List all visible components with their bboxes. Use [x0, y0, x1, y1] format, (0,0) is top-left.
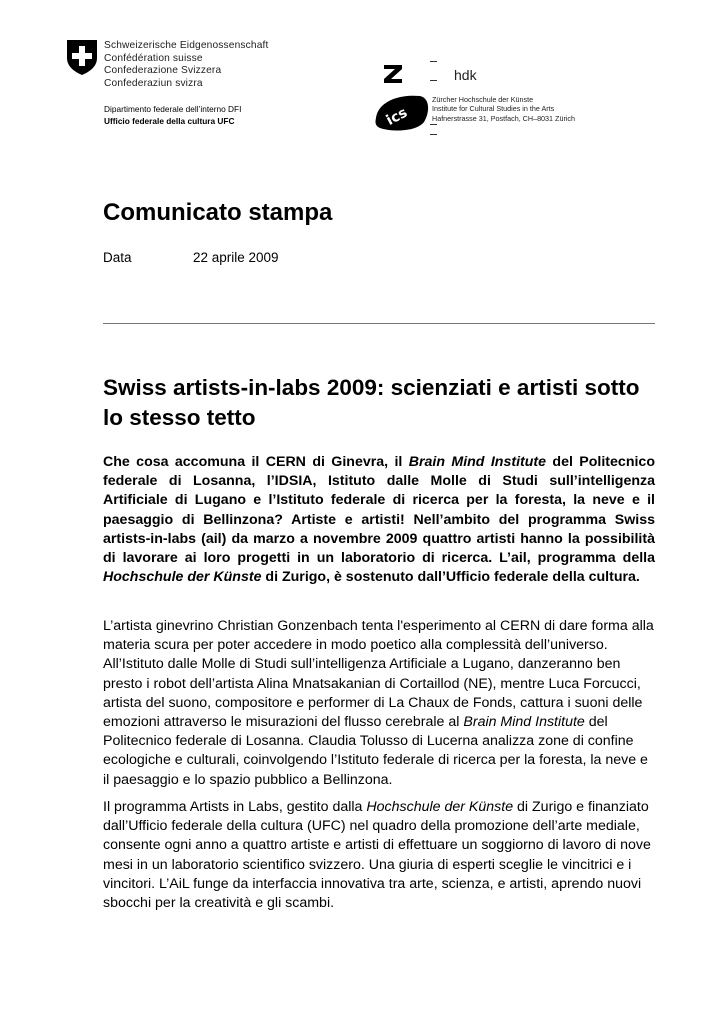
body-paragraph-1 — [103, 617, 655, 790]
paragraph-run: del Politecnico federale di Losanna. Claudia Tolusso di Lucerna analizza zone di confine ecologiche e culturali, coinvolgendo l’Istituto federale di ricerca per la foresta, la neve e il paesaggio e lo spazio pubblico a Bellinzona. — [103, 714, 648, 788]
federal-name-it: Confederazione Svizzera — [104, 65, 222, 77]
date-value: 22 aprile 2009 — [193, 250, 279, 265]
lead-run: di Zurigo, è sostenuto dall’Ufficio federale della cultura. — [261, 569, 640, 586]
paragraph-run: di Zurigo e finanziato dall’Ufficio federale della cultura (UFC) nel quadro della promozione dell’arte mediale, consente ogni anno a quattro artiste e artisti di effettuare un soggiorno di lavoro di nove mesi in un laboratorio scientifico svizzero. Una giuria di esperti sceglie le vincitrici e i vincitori. L’AiL funge da interfaccia innovativa tra arte, scienza, e artisti, aprendo nuovi sbocchi per la creatività e gli scambi. — [103, 799, 651, 912]
federal-name-de: Schweizerische Eidgenossenschaft — [104, 40, 269, 51]
divider — [103, 323, 655, 324]
zhdk-z-icon — [382, 62, 404, 84]
paragraph-run: Il programma Artists in Labs, gestito dalla — [103, 799, 367, 815]
federal-name-rm: Confederaziun svizra — [104, 77, 203, 89]
swiss-cross-shield-icon — [64, 38, 100, 76]
paragraph-run-italic: Brain Mind Institute — [463, 714, 585, 731]
federal-names — [104, 40, 269, 90]
page-title: Comunicato stampa — [103, 199, 333, 226]
zhdk-street: Hafnerstrasse 31, Postfach, CH–8031 Zürich — [432, 113, 576, 123]
federal-name-fr: Confédération suisse — [104, 52, 203, 64]
paragraph-run: L’artista ginevrino Christian Gonzenbach tenta l'esperimento al CERN di dare forma alla materia scura per poter accedere in modo poetico alla complessità dell’universo. All’Istituto dalle Molle di Studi sull’intelligenza Artificiale a Lugano, danzeranno ben presto i robot dell’artista Alina Mnatsakanian di Cortaillod (NE), mentre Luca Forcucci, artista del suono, compositore e performer di La Chaux de Fonds, cattura i suoni delle emozioni attraverso le misurazioni del flusso cerebrale al — [103, 618, 654, 731]
lead-run: del Politecnico federale di Losanna, l’IDSIA, Istituto dalle Molle di Studi sull’intelligenza Artificiale di Lugano e l’Istituto federale di ricerca per la foresta, la neve e il paesaggio di Bellinzona? Artiste e artisti! Nell’ambito del programma Swiss artists-in-labs (ail) da marzo a novembre 2009 quattro artisti hanno la possibilità di lavorare ai loro progetti in un laboratorio di ricerca. L’ail, programma della — [103, 454, 655, 567]
department-block — [104, 103, 241, 127]
office-name: Ufficio federale della cultura UFC — [104, 116, 235, 126]
date-label: Data — [103, 250, 132, 265]
paragraph-run-italic: Hochschule der Künste — [366, 799, 514, 815]
lead-paragraph — [103, 453, 655, 587]
lead-run-italic: Hochschule der Künste — [103, 569, 262, 586]
body-paragraph-2 — [103, 798, 655, 913]
zhdk-name: Zürcher Hochschule der Künste — [432, 95, 534, 104]
lead-run-italic: Brain Mind Institute — [408, 454, 547, 470]
zhdk-institute: Institute for Cultural Studies in the Arts — [432, 104, 555, 114]
lead-run: Che cosa accomuna il CERN di Ginevra, il — [103, 454, 409, 470]
hdk-logo-text: hdk — [454, 67, 477, 83]
zhdk-address — [432, 95, 575, 123]
headline: Swiss artists-in-labs 2009: scienziati e artisti sotto lo stesso tetto — [103, 375, 640, 430]
svg-text:ics: ics — [383, 104, 411, 129]
department-name: Dipartimento federale dell’interno DFI — [104, 104, 242, 114]
ics-logo-icon — [372, 92, 432, 132]
